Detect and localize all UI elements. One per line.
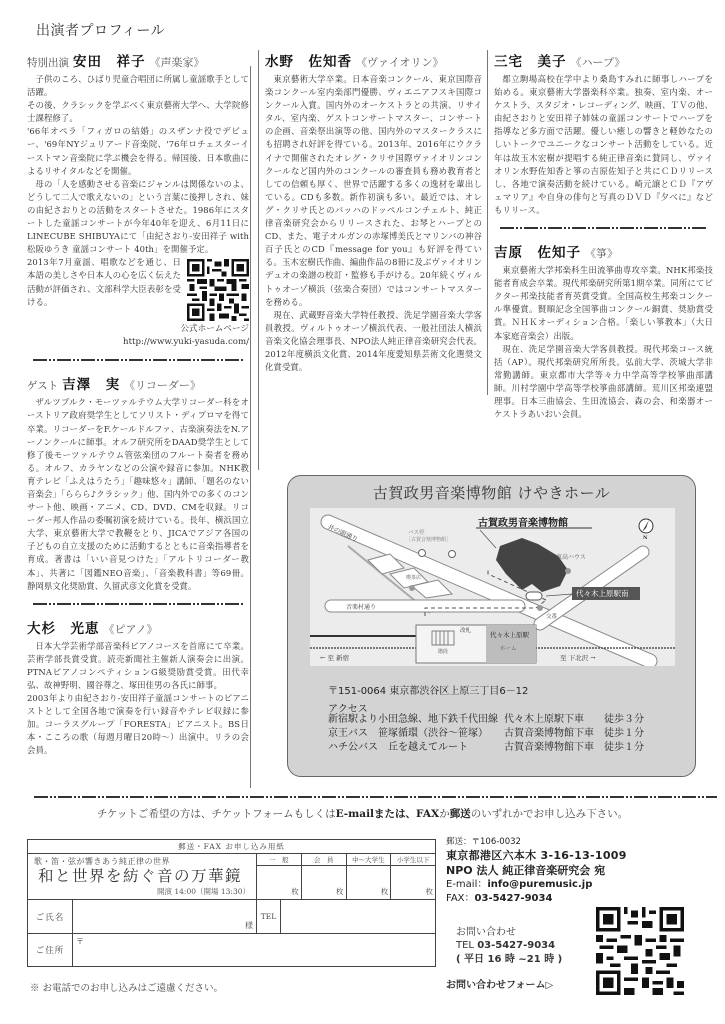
- profile-yoshizawa: [27, 373, 249, 592]
- fax-number: 03-5427-9034: [474, 893, 553, 904]
- tel-field[interactable]: [281, 900, 435, 933]
- profile-paragraph: 現在、洗足学園音楽大学客員教授。現代邦楽コース統括（AP）。現代邦楽研究所所長。弘前大学、茨城大学非常勤講師。東京都市大学等々力中学高等学校箏曲部講師。川村学園中学高等学校箏曲部講師。荒川区邦楽連盟理事。日本三曲協会、生田流協会、森の会、和楽器オーケストラあいおい会員。: [494, 343, 713, 420]
- profile-text: [27, 396, 249, 592]
- ticket-note-text: のいずれかでお申し込み下さい。: [470, 808, 629, 820]
- profile-paragraph: 都立駒場高校在学中より桑島すみれに師事しハープを始める。東京藝術大学器楽科卒業。独奏、室内楽、オーケストラ、スタジオ・レコーディング、映画、ＴＶの他、由紀さおりと安田祥子姉妹の童謡コンサートでハープを指導など多方面で活躍。優しい癒しの響きと軽妙なたのしいトークでユニークなコンサート活動をしている。近年は故玉木宏樹が提唱する純正律音楽に賛同し、ヴァイオリン水野佐知香と箏の吉原佐知子と共にＣＤリリースし、各地で演奏活動を続けている。崎元譲とＣＤ『アヴェマリア』や自身の俳句と写真のＤＶＤ『夕べに』などもリリース。: [494, 74, 713, 215]
- form-ticket-row: [28, 854, 435, 900]
- profile-name: 三宅 美子: [494, 54, 567, 70]
- ticket-student: [347, 854, 392, 899]
- ticket-note-text: または、: [374, 808, 417, 820]
- profile-name: 水野 佐知香: [265, 54, 352, 70]
- map-bus-stop-label: バス停: [408, 530, 425, 536]
- ticket-child: [391, 854, 435, 899]
- access-walk: 徒歩１分: [604, 742, 644, 753]
- address-field[interactable]: [73, 934, 435, 966]
- profile-paragraph: 現在、武蔵野音楽大学特任教授、洗足学園音楽大学客員教授。ヴィルトゥオーゾ横浜代表、一般社団法人横浜音楽文化協会理事長、NPO法人純正律音楽研究会代表。2012年度横浜文化賞、2014年度愛知県芸術文化選奨文化賞受賞。: [265, 309, 482, 373]
- column-divider: [250, 66, 251, 788]
- profile-instrument: 《箏》: [585, 247, 618, 261]
- form-address-row: [28, 934, 435, 966]
- profile-role: 特別出演: [27, 57, 69, 69]
- ticket-quantity-grid: [257, 854, 435, 899]
- profile-text: [494, 264, 713, 421]
- name-label: ご氏名: [28, 900, 73, 933]
- profile-instrument: 《声楽家》: [149, 56, 205, 69]
- fax-line: [446, 892, 627, 906]
- concert-time: 開演 14:00（開場 13:30）: [157, 887, 250, 896]
- venue-card: [287, 475, 696, 777]
- inquiry-form-link[interactable]: お問い合わせフォーム▷: [446, 980, 554, 991]
- ticket-quantity-field[interactable]: [302, 866, 346, 899]
- ticket-unit: 枚: [425, 887, 433, 896]
- ticket-quantity-field[interactable]: [391, 866, 435, 899]
- map-museum-label: 古賀政男音楽博物館: [478, 518, 568, 529]
- ticket-unit: 枚: [380, 887, 389, 896]
- page-title: 出演者プロフィール: [36, 23, 166, 39]
- address-label: ご住所: [28, 934, 73, 966]
- map-bus-stop-name: ［古賀音楽博物館］: [406, 537, 452, 543]
- form-caption-row: [28, 840, 435, 854]
- profile-yasuda: [27, 50, 249, 349]
- profile-name: 安田 祥子: [73, 54, 146, 70]
- profile-instrument: 《ピアノ》: [103, 622, 158, 636]
- application-form: [27, 839, 436, 967]
- section-divider: [33, 359, 243, 361]
- middle-column: [258, 50, 482, 470]
- access-table: [328, 713, 648, 755]
- profile-name: 大杉 光恵: [27, 620, 100, 637]
- ticket-note-text: チケットご希望の方は、チケットフォームもしくは: [96, 808, 336, 820]
- profile-text: [27, 640, 249, 758]
- ticket-note-text: か: [439, 808, 450, 820]
- access-route: ハチ公バス 丘を越えてルート: [328, 742, 468, 753]
- map-to-shinjuku: ← 至 新宿: [320, 654, 350, 662]
- homepage-block: [27, 323, 249, 349]
- fax-label: FAX：: [446, 893, 475, 904]
- contact-block: [446, 836, 627, 906]
- profile-mizuno: [265, 50, 482, 374]
- north-arrow-icon: [639, 519, 653, 533]
- ticket-quantity-field[interactable]: [257, 866, 301, 899]
- ticket-note-fax: FAX: [416, 808, 440, 820]
- section-divider: [34, 796, 717, 798]
- name-field[interactable]: [73, 900, 257, 933]
- ticket-type-label: 一 般: [257, 854, 301, 866]
- qr-row: [27, 256, 249, 321]
- phone-note: ※ お電話でのお申し込みはご遠慮ください。: [30, 983, 224, 994]
- tel-hours: ( 平日 16 時 ~21 時 ): [456, 954, 563, 965]
- ticket-member: [302, 854, 347, 899]
- ticket-note-post: 郵送: [449, 808, 471, 820]
- ticket-type-label: 中～大学生: [347, 854, 391, 866]
- venue-address: 〒151-0064 東京都渋谷区上原三丁目6－12: [328, 686, 529, 697]
- tel-number[interactable]: 03-5427-9034: [477, 940, 556, 951]
- profile-text: [265, 73, 482, 374]
- venue-title: 古賀政男音楽博物館 けやきホール: [372, 484, 611, 502]
- profile-osugi: [27, 617, 249, 758]
- ticket-type-label: 会 員: [302, 854, 346, 866]
- profile-header: [494, 50, 713, 70]
- map-drawing: [310, 508, 675, 666]
- profile-header: [494, 241, 713, 261]
- profile-paragraph: 子供のころ、ひばり児童合唱団に所属し童謡歌手として活躍。: [27, 74, 249, 98]
- ticket-unit: 枚: [336, 887, 344, 896]
- profile-paragraph: その後、クラシックを学ぶべく東京藝術大学へ、大学院修士課程修了。: [27, 100, 249, 124]
- profile-instrument: 《ヴァイオリン》: [356, 56, 444, 69]
- left-column: [27, 50, 249, 758]
- map-street-inokashira: 井の頭通り: [326, 522, 360, 544]
- profile-paragraph: 母の「人を感動させる音楽にジャンルは関係ないのよ、どうして二人で歌えないの」という言葉に後押しされ、妹の由紀さおりとの活動をスタートさせた。1986年にスタートした童謡コンサートが今年40年を迎え、6月11日にLINECUBE SHIBUYAにて「由紀さおり-安田祥子 with 松阪ゆうき 童謡コンサート 40th」を開催予定。: [27, 178, 249, 255]
- ticket-instructions: [0, 806, 725, 821]
- concert-title: 和と世界を紡ぐ音の万華鏡: [38, 867, 243, 885]
- profile-header: [27, 50, 249, 70]
- map-tokai-house: 東高ハウス: [556, 554, 586, 561]
- access-stop: 古賀音楽博物館下車: [504, 742, 594, 753]
- inquiry-label: お問い合わせ: [456, 927, 516, 938]
- access-route: 京王バス 笹塚循環（渋谷～笹塚）: [328, 728, 488, 739]
- map-station-label: 代々木上原駅: [490, 631, 529, 639]
- profile-paragraph: 2003年より由紀さおり-安田祥子童謡コンサートのピアニストとして全国各地で演奏を行い録音やテレビ収録に参加。コーラスグループ「FORESTA」ピアニスト。BS日本・こころの歌（毎週月曜日20時〜）出演中。リラの会会員。: [27, 693, 249, 756]
- map-street-ongakumura: 音楽村通り: [346, 604, 377, 611]
- organization: NPO 法人 純正律音楽研究会 宛: [446, 864, 606, 877]
- profile-header: [27, 373, 249, 393]
- profile-name: 吉澤 実: [62, 377, 121, 394]
- profile-instrument: 《リコーダー》: [124, 379, 201, 393]
- access-route: 新宿駅より小田急線、地下鉄千代田線: [328, 714, 498, 725]
- access-stop: 代々木上原駅下車: [504, 714, 584, 725]
- map-stairs: 階段: [438, 649, 449, 655]
- email-link[interactable]: info@puremusic.jp: [487, 879, 593, 890]
- postal-info: 郵送：〒106-0032: [446, 837, 521, 847]
- access-row: [328, 727, 648, 741]
- tel-label: TEL: [257, 900, 281, 933]
- map-platform-label: ホーム: [500, 646, 517, 652]
- profile-paragraph: 2013年7月童謡、唱歌などを通じ、日本語の美しさや日本人の心を広く伝えた活動が評価され、文部科学大臣表彰を受ける。: [27, 257, 181, 307]
- right-column: [487, 50, 713, 420]
- ticket-note-email: E-mail: [335, 808, 375, 820]
- profile-instrument: 《ハープ》: [570, 56, 626, 69]
- profile-paragraph: ザルツブルク・モーツァルテウム大学リコーダー科をオーストリア政府奨学生としてソリスト・ディプロマを得て卒業。リコーダーをF.ケールドルファ、古楽演奏法をN.アーノンクールに師事。オルフ研究所をDAAD奨学生として修了後モーツァルテウム管弦楽団のフルート奏者を務める。オルフ、カラヤンなどの公演や録音に参加。NHK教育テレビ「ふえはうたう」「趣味悠々」講師、「題名のない音楽会」「ららら♪クラシック」他、国内外での多くのコンサート他、映画・アニメ、CD、DVD、CMを収録。リコーダー邦人作品の委嘱初演を続けている。長年、横浜国立大学、東京藝術大学で教鞭をとり、JICAでアジア各国の子どもの自立支援のために活動するとともに音楽指導者を育成。著書は「いい音見つけた」「アルトリコーダー教本」、共著に「図鑑NEO音楽」、「音楽教科書」等69冊。静岡県文化奨励賞、久留武彦文化賞を受賞。: [27, 397, 249, 591]
- email-label: E-mail：: [446, 879, 488, 890]
- profile-paragraph: 東京藝術大学邦楽科生田流箏曲専攻卒業。NHK邦楽技能者育成会卒業。現代邦楽研究所第1期卒業。同所にてビクター邦楽技能者育英賞受賞。全国高校生邦楽コンクール準優賞。賢順記念全国箏曲コンクール銅賞、奨励賞受賞。ＮＨＫオーディション合格。「楽しい箏教本」（大日本家庭音楽会）出版。: [494, 265, 713, 341]
- access-walk: 徒歩１分: [604, 728, 644, 739]
- profile-role: ゲスト: [27, 380, 59, 393]
- form-name-row: [28, 900, 435, 934]
- profile-paragraph: 東京藝術大学卒業。日本音楽コンクール、東京国際音楽コンクール室内楽部門優勝、ヴィエニアフスキ国際コンクール入賞。国内外のオーケストラとの共演、リサイタル、室内楽、ゲストコンサートマスター、コンサートの企画、音楽祭出演等の他、国内外のマスタークラスにも招聘され好評を得ている。2013年、2016年にウクライナで開催されたオレグ・クリサ国際ヴァイオリンコンクールなど国内外のコンクールの審査員も務め教育者としての信頼も厚く、世界で活躍する多くの逸材を輩出している。CDも多数。新作初演も多い。最近では、オレグ・クリサ氏とのバッハのドッペルコンチェルト、純正律音楽研究会からリリースされた、お琴とハープとのCD、また、電子オルガンの赤塚博美氏とマリンバの神谷百子氏とのCD『message for you』も好評を得ている。玉木宏樹氏作曲、編曲作品の8冊に及ぶヴァイオリンデュオの楽譜の校訂・監修も手がける。20年続くヴィルトゥオーゾ横浜（弦楽合奏団）ではコンサートマスターを務める。: [265, 74, 482, 307]
- map-police-box: 交番: [546, 614, 558, 620]
- postal-address: 東京都港区六本木 3-16-13-1009: [446, 849, 627, 862]
- concert-info: [28, 854, 257, 899]
- access-label: アクセス: [328, 704, 368, 715]
- postal-mark: 〒: [76, 937, 84, 946]
- map-ticket-gate: 改札: [460, 628, 472, 634]
- profile-name: 吉原 佐知子: [494, 245, 581, 262]
- ticket-unit: 枚: [291, 887, 299, 896]
- concert-subtitle: 歌・笛・弦が響きあう純正律の世界: [34, 857, 170, 866]
- map-north-label: N: [643, 535, 648, 541]
- homepage-label: 公式ホームページ: [180, 324, 249, 335]
- email-line: [446, 878, 627, 892]
- access-walk: 徒歩３分: [604, 714, 644, 725]
- profile-header: [265, 50, 482, 70]
- access-row: [328, 741, 648, 755]
- profile-paragraph: '66年オペラ「フィガロの結婚」のスザンナ役でデビュー、'69年NYジュリアード音楽院、'76年ロチェスターイーストマン音楽院に学ぶ機会を得る。帰国後、日本歌曲によるリサイタルなどを開催。: [27, 126, 249, 176]
- map-coffee-shop: 喫茶店: [406, 575, 422, 581]
- access-row: [328, 713, 648, 727]
- inquiry-qr-code[interactable]: [596, 907, 684, 995]
- ticket-type-label: 小学生以下: [391, 854, 435, 866]
- homepage-link[interactable]: http://www.yuki-yasuda.com/: [123, 337, 249, 348]
- profile-text: [494, 73, 713, 217]
- ticket-general: [257, 854, 302, 899]
- form-caption: 郵送・FAX お申し込み用紙: [178, 842, 285, 851]
- section-divider: [500, 227, 707, 229]
- tel-label: TEL: [456, 940, 474, 951]
- profile-yoshihara: [494, 241, 713, 421]
- profile-paragraph: 日本大学芸術学部音楽科ピアノコースを首席にて卒業。芸術学部長賞受賞。読売新聞社主催新人演奏会に出演。PTNAピアノコンペティションG級奨励賞受賞。田代幸弘、故神野明、國谷尊之、塚田佳男の各氏に師事。: [27, 640, 249, 690]
- profile-header: [27, 617, 249, 637]
- map-station-south: 代々木上原駅南: [576, 589, 629, 598]
- ticket-quantity-field[interactable]: [347, 866, 391, 899]
- inquiry-tel: [456, 939, 562, 967]
- homepage-qr-code[interactable]: [187, 259, 249, 321]
- venue-map: [310, 508, 675, 666]
- profile-text: [27, 73, 249, 256]
- profile-miyake: [494, 50, 713, 217]
- map-to-shimokitazawa: 至 下北沢 →: [560, 654, 596, 662]
- name-suffix: 様: [245, 921, 253, 930]
- access-stop: 古賀音楽博物館下車: [504, 728, 594, 739]
- section-divider: [33, 603, 243, 605]
